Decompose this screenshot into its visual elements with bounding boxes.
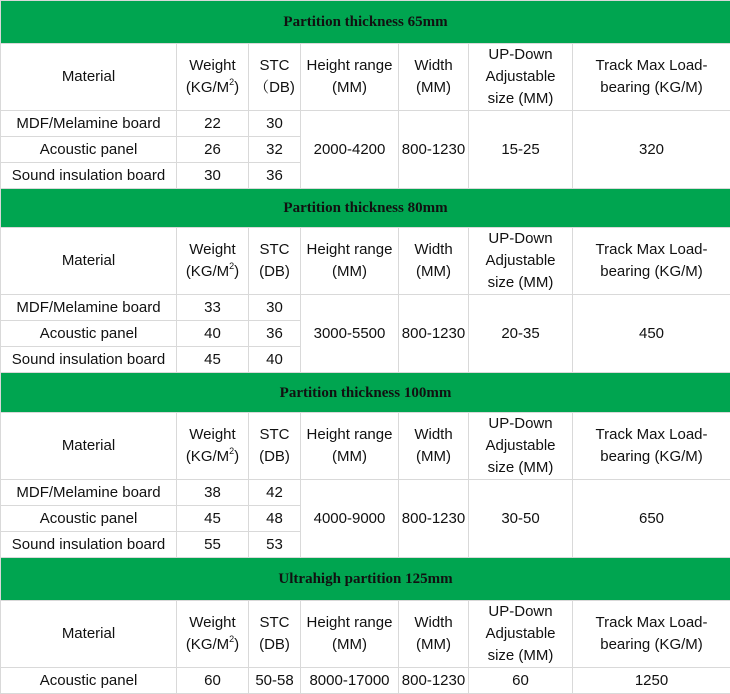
- header-height-range: Height range (MM): [301, 601, 399, 668]
- header-row: [1, 44, 730, 111]
- table-row: [1, 111, 730, 137]
- weight-cell: 40: [177, 321, 249, 347]
- header-track-max-load: Track Max Load- bearing (KG/M): [573, 601, 730, 668]
- header-updown-adjustable: UP-Down Adjustable size (MM): [469, 44, 573, 111]
- width-cell: 800-1230: [399, 480, 469, 558]
- track-load-cell: 320: [573, 111, 730, 189]
- material-cell: Sound insulation board: [1, 163, 177, 189]
- header-stc: STC (DB): [249, 601, 301, 668]
- section-title-row: [1, 373, 730, 413]
- header-track-max-load: Track Max Load- bearing (KG/M): [573, 44, 730, 111]
- header-track-max-load: Track Max Load- bearing (KG/M): [573, 228, 730, 295]
- material-cell: Acoustic panel: [1, 668, 177, 694]
- header-row: [1, 601, 730, 668]
- section-title-row: [1, 1, 730, 44]
- track-load-cell: 450: [573, 295, 730, 373]
- updown-cell: 30-50: [469, 480, 573, 558]
- stc-cell: 48: [249, 506, 301, 532]
- section-title-row: [1, 189, 730, 228]
- header-weight: Weight $(KG/M^2)$: [177, 44, 249, 111]
- header-weight: Weight $(KG/M^2)$: [177, 228, 249, 295]
- material-cell: MDF/Melamine board: [1, 295, 177, 321]
- header-stc: STC (DB): [249, 228, 301, 295]
- header-width: Width (MM): [399, 413, 469, 480]
- header-track-max-load: Track Max Load- bearing (KG/M): [573, 413, 730, 480]
- track-load-cell: 1250: [573, 668, 730, 694]
- stc-cell: 50-58: [249, 668, 301, 694]
- header-weight: Weight $(KG/M^2)$: [177, 601, 249, 668]
- header-width: Width (MM): [399, 44, 469, 111]
- header-weight: Weight $(KG/M^2)$: [177, 413, 249, 480]
- section-title: Partition thickness 80mm: [1, 189, 730, 228]
- updown-cell: 20-35: [469, 295, 573, 373]
- height-range-cell: 8000-17000: [301, 668, 399, 694]
- stc-cell: 36: [249, 163, 301, 189]
- header-height-range: Height range (MM): [301, 228, 399, 295]
- stc-cell: 42: [249, 480, 301, 506]
- height-range-cell: 3000-5500: [301, 295, 399, 373]
- section-title: Partition thickness 65mm: [1, 1, 730, 44]
- header-width: Width (MM): [399, 228, 469, 295]
- weight-cell: 45: [177, 506, 249, 532]
- header-stc: STC (DB): [249, 413, 301, 480]
- width-cell: 800-1230: [399, 111, 469, 189]
- material-cell: Sound insulation board: [1, 347, 177, 373]
- table-row: [1, 295, 730, 321]
- header-material: Material: [1, 228, 177, 295]
- stc-cell: 53: [249, 532, 301, 558]
- header-updown-adjustable: UP-Down Adjustable size (MM): [469, 601, 573, 668]
- header-material: Material: [1, 413, 177, 480]
- stc-cell: 30: [249, 111, 301, 137]
- section-title: Ultrahigh partition 125mm: [1, 558, 730, 601]
- header-material: Material: [1, 44, 177, 111]
- section-title-row: [1, 558, 730, 601]
- weight-cell: 55: [177, 532, 249, 558]
- stc-cell: 40: [249, 347, 301, 373]
- material-cell: Acoustic panel: [1, 321, 177, 347]
- header-row: [1, 228, 730, 295]
- header-stc: STC （DB): [249, 44, 301, 111]
- header-height-range: Height range (MM): [301, 44, 399, 111]
- stc-cell: 32: [249, 137, 301, 163]
- weight-cell: 60: [177, 668, 249, 694]
- material-cell: MDF/Melamine board: [1, 480, 177, 506]
- table-row: [1, 480, 730, 506]
- table-row: [1, 668, 730, 694]
- header-width: Width (MM): [399, 601, 469, 668]
- stc-cell: 36: [249, 321, 301, 347]
- width-cell: 800-1230: [399, 668, 469, 694]
- header-material: Material: [1, 601, 177, 668]
- width-cell: 800-1230: [399, 295, 469, 373]
- header-updown-adjustable: UP-Down Adjustable size (MM): [469, 228, 573, 295]
- weight-cell: 33: [177, 295, 249, 321]
- stc-cell: 30: [249, 295, 301, 321]
- material-cell: Sound insulation board: [1, 532, 177, 558]
- section-title: Partition thickness 100mm: [1, 373, 730, 413]
- header-updown-adjustable: UP-Down Adjustable size (MM): [469, 413, 573, 480]
- height-range-cell: 2000-4200: [301, 111, 399, 189]
- weight-cell: 30: [177, 163, 249, 189]
- material-cell: Acoustic panel: [1, 137, 177, 163]
- updown-cell: 15-25: [469, 111, 573, 189]
- material-cell: MDF/Melamine board: [1, 111, 177, 137]
- weight-cell: 22: [177, 111, 249, 137]
- track-load-cell: 650: [573, 480, 730, 558]
- material-cell: Acoustic panel: [1, 506, 177, 532]
- header-row: [1, 413, 730, 480]
- header-height-range: Height range (MM): [301, 413, 399, 480]
- weight-cell: 45: [177, 347, 249, 373]
- weight-cell: 26: [177, 137, 249, 163]
- height-range-cell: 4000-9000: [301, 480, 399, 558]
- updown-cell: 60: [469, 668, 573, 694]
- weight-cell: 38: [177, 480, 249, 506]
